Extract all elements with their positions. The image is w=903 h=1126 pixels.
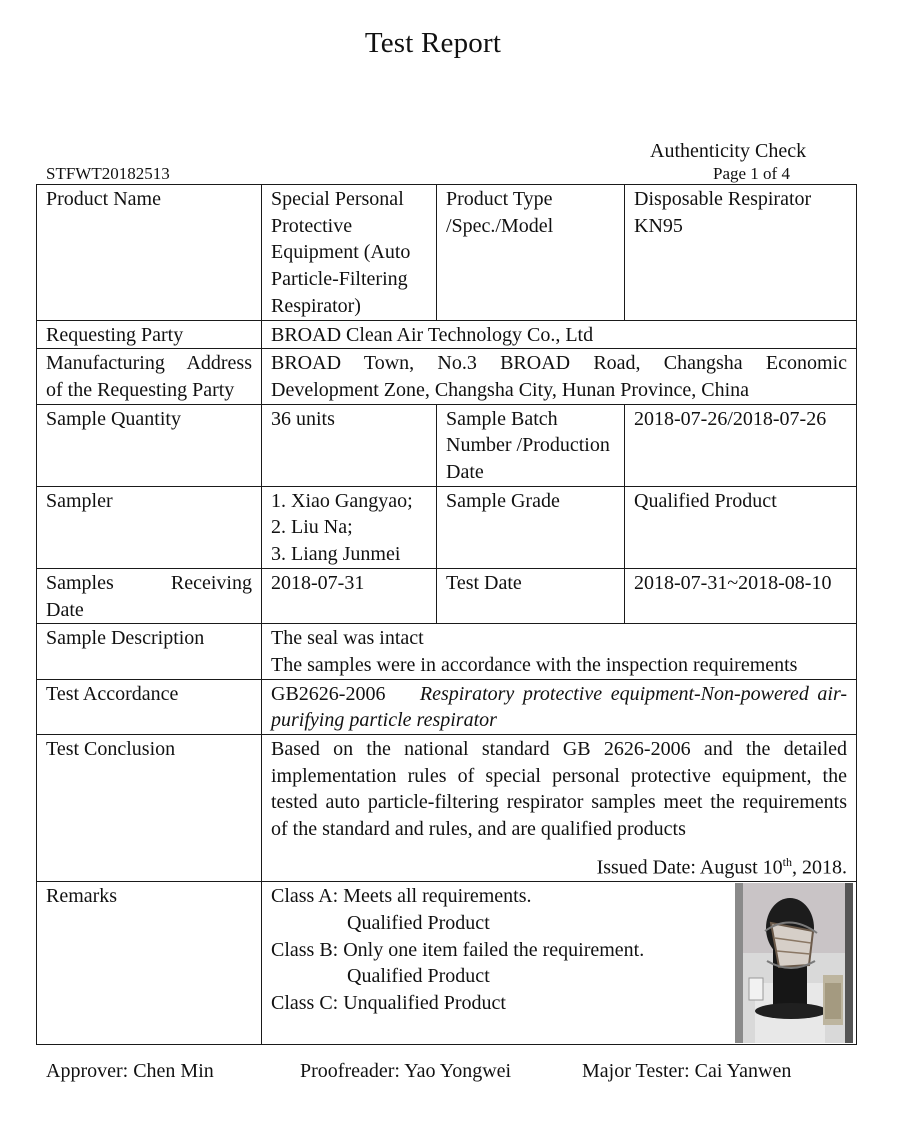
- sample-quantity-value: 36 units: [262, 404, 437, 486]
- sampler-1: 1. Xiao Gangyao;: [271, 489, 413, 512]
- sample-description-value: [262, 624, 857, 679]
- report-title: Test Report: [364, 27, 502, 59]
- description-line-2: The samples were in accordance with the inspection requirements: [271, 653, 798, 676]
- batch-label: Sample Batch Number /Production Date: [437, 404, 625, 486]
- sampler-2: 2. Liu Na;: [271, 516, 353, 539]
- address-label: [37, 349, 262, 404]
- issued-date: [271, 849, 847, 881]
- row-test-accordance: [37, 679, 857, 734]
- row-sampler: [37, 486, 857, 568]
- document-number: STFWT20182513: [46, 164, 170, 183]
- sampler-value: [262, 486, 437, 568]
- requesting-party-value: BROAD Clean Air Technology Co., Ltd: [262, 320, 857, 349]
- row-remarks: [37, 882, 857, 1045]
- issued-date-prefix: Issued Date: August 10: [596, 856, 783, 879]
- row-receiving-date: [37, 568, 857, 623]
- sampler-label: Sampler: [37, 486, 262, 568]
- receiving-date-label: [37, 568, 262, 623]
- row-address: [37, 349, 857, 404]
- receiving-label-line-2: Date: [46, 598, 84, 621]
- requesting-party-label: Requesting Party: [37, 320, 262, 349]
- remarks-line-4: Qualified Product: [347, 965, 490, 988]
- remarks-label: Remarks: [37, 882, 262, 1045]
- test-conclusion-label: Test Conclusion: [37, 735, 262, 882]
- product-type-value: Disposable Respirator KN95: [625, 185, 857, 321]
- address-value: [262, 349, 857, 404]
- report-table: [36, 184, 857, 1045]
- test-accordance-value: [262, 679, 857, 734]
- test-conclusion-value: [262, 735, 857, 882]
- major-tester: Major Tester: Cai Yanwen: [582, 1060, 792, 1082]
- row-test-conclusion: [37, 735, 857, 882]
- row-sample-description: [37, 624, 857, 679]
- sample-quantity-label: Sample Quantity: [37, 404, 262, 486]
- receiving-date-value: 2018-07-31: [262, 568, 437, 623]
- product-name-label: Product Name: [37, 185, 262, 321]
- conclusion-text: Based on the national standard GB 2626-2006 and the detailed implementation rules of special personal protective equipment, the tested auto particle-filtering respirator samples meet the requirements of the standard and rules, and are qualified products: [271, 738, 847, 841]
- row-requesting-party: [37, 320, 857, 349]
- receiving-label-word-2: Receiving: [170, 571, 252, 594]
- row-sample-quantity: [37, 404, 857, 486]
- accordance-title: Respiratory protective equipment-Non-powered air-purifying particle respirator: [271, 682, 848, 732]
- test-accordance-label: Test Accordance: [37, 679, 262, 734]
- receiving-label-word-1: Samples: [46, 571, 114, 594]
- row-product-name: [37, 185, 857, 321]
- authenticity-check: Authenticity Check: [650, 140, 807, 162]
- address-label-line-2: of the Requesting Party: [46, 378, 235, 401]
- remarks-line-1: Class A: Meets all requirements.: [271, 885, 532, 908]
- receiving-label-line-1: [46, 570, 252, 597]
- proofreader: Proofreader: Yao Yongwei: [300, 1060, 512, 1082]
- test-date-value: 2018-07-31~2018-08-10: [625, 568, 857, 623]
- respirator-photo: [735, 883, 853, 1043]
- page-number: Page 1 of 4: [713, 164, 790, 183]
- sample-grade-label: Sample Grade: [437, 486, 625, 568]
- description-line-1: The seal was intact: [271, 627, 424, 650]
- issued-date-year: , 2018.: [792, 856, 847, 879]
- test-date-label: Test Date: [437, 568, 625, 623]
- sample-grade-value: Qualified Product: [625, 486, 857, 568]
- issued-date-suffix-sup: th: [782, 854, 792, 869]
- address-value-line-2: Development Zone, Changsha City, Hunan Province, China: [271, 378, 750, 401]
- product-type-label: Product Type /Spec./Model: [437, 185, 625, 321]
- remarks-line-5: Class C: Unqualified Product: [271, 992, 506, 1015]
- sampler-3: 3. Liang Junmei: [271, 543, 401, 566]
- approver: Approver: Chen Min: [46, 1060, 214, 1082]
- accordance-code: GB2626-2006: [271, 682, 386, 705]
- product-name-value: Special Personal Protective Equipment (Auto Particle-Filtering Respirator): [262, 185, 437, 321]
- remarks-line-2: Qualified Product: [347, 911, 490, 934]
- remarks-content: [271, 883, 847, 1043]
- remarks-value: [262, 882, 857, 1045]
- address-value-line-1: BROAD Town, No.3 BROAD Road, Changsha Economic: [271, 352, 847, 375]
- address-label-line-1: Manufacturing Address: [46, 352, 252, 375]
- batch-value: 2018-07-26/2018-07-26: [625, 404, 857, 486]
- sample-description-label: Sample Description: [37, 624, 262, 679]
- remarks-line-3: Class B: Only one item failed the requirement.: [271, 938, 645, 961]
